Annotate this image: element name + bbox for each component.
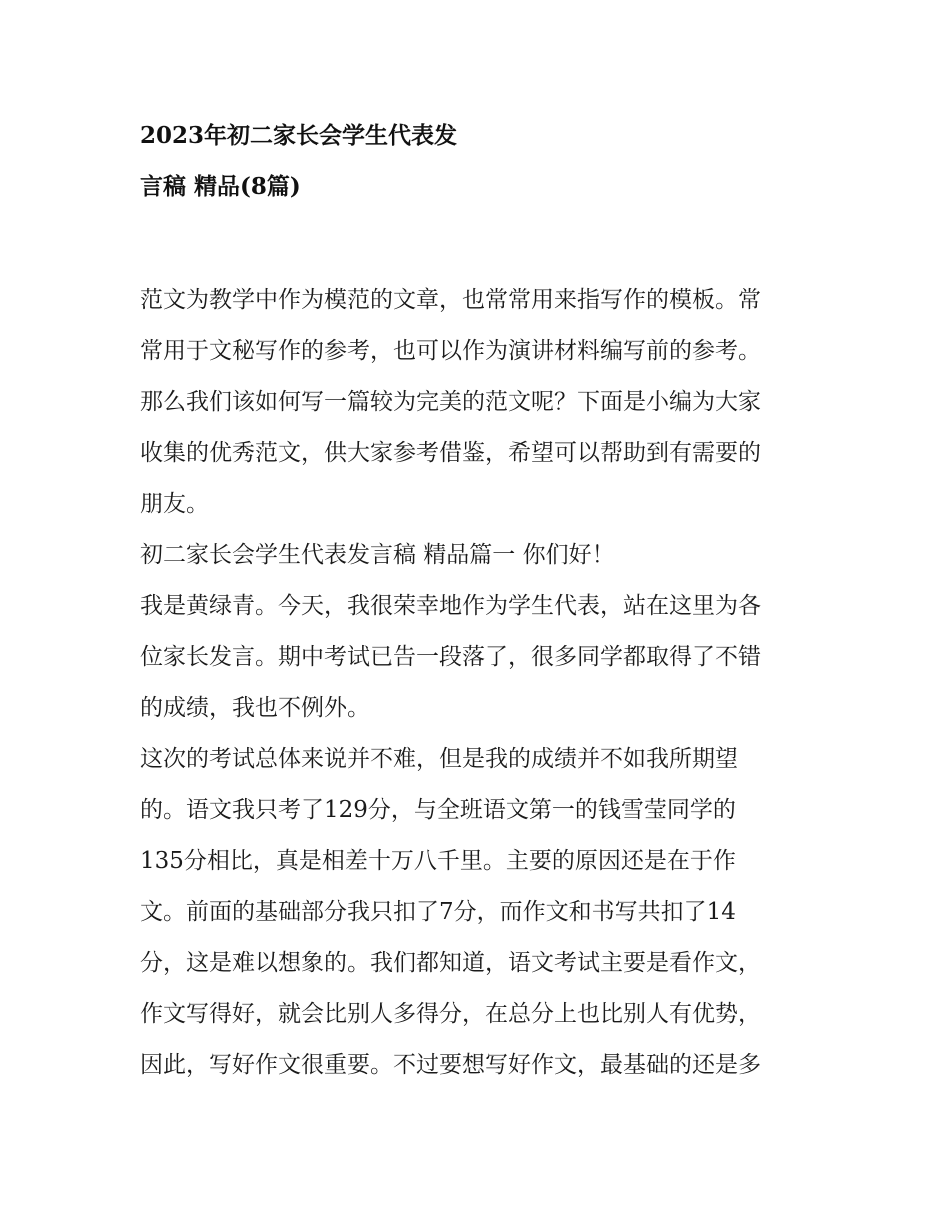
body-line: 的。语文我只考了129分，与全班语文第一的钱雪莹同学的 bbox=[140, 797, 736, 823]
section-heading: 初二家长会学生代表发言稿 精品篇一 你们好！ bbox=[140, 542, 615, 568]
body-line: 常用于文秘写作的参考，也可以作为演讲材料编写前的参考。 bbox=[140, 338, 761, 364]
body-line: 因此，写好作文很重要。不过要想写好作文，最基础的还是多 bbox=[140, 1052, 761, 1078]
body-line: 范文为教学中作为模范的文章，也常常用来指写作的模板。常 bbox=[140, 287, 761, 313]
title-line: 言稿 精品(8篇) bbox=[140, 173, 301, 200]
body-line: 135分相比，真是相差十万八千里。主要的原因还是在于作 bbox=[140, 848, 736, 874]
body-line: 我是黄绿青。今天，我很荣幸地作为学生代表，站在这里为各 bbox=[140, 593, 761, 619]
body-line: 朋友。 bbox=[140, 491, 209, 517]
body-line: 文。前面的基础部分我只扣了7分，而作文和书写共扣了14 bbox=[140, 899, 736, 925]
body-line: 位家长发言。期中考试已告一段落了，很多同学都取得了不错 bbox=[140, 644, 761, 670]
title-line: 2023年初二家长会学生代表发 bbox=[140, 122, 458, 149]
document-title bbox=[140, 110, 815, 212]
body-line: 的成绩，我也不例外。 bbox=[140, 695, 370, 721]
body-line: 收集的优秀范文，供大家参考借鉴，希望可以帮助到有需要的 bbox=[140, 440, 761, 466]
body-line: 作文写得好，就会比别人多得分，在总分上也比别人有优势， bbox=[140, 1001, 761, 1027]
body-line: 那么我们该如何写一篇较为完美的范文呢？下面是小编为大家 bbox=[140, 389, 761, 415]
body-line: 分，这是难以想象的。我们都知道，语文考试主要是看作文， bbox=[140, 950, 761, 976]
body-line: 这次的考试总体来说并不难，但是我的成绩并不如我所期望 bbox=[140, 746, 738, 772]
document-body bbox=[140, 275, 815, 1091]
document-page bbox=[140, 0, 815, 1229]
